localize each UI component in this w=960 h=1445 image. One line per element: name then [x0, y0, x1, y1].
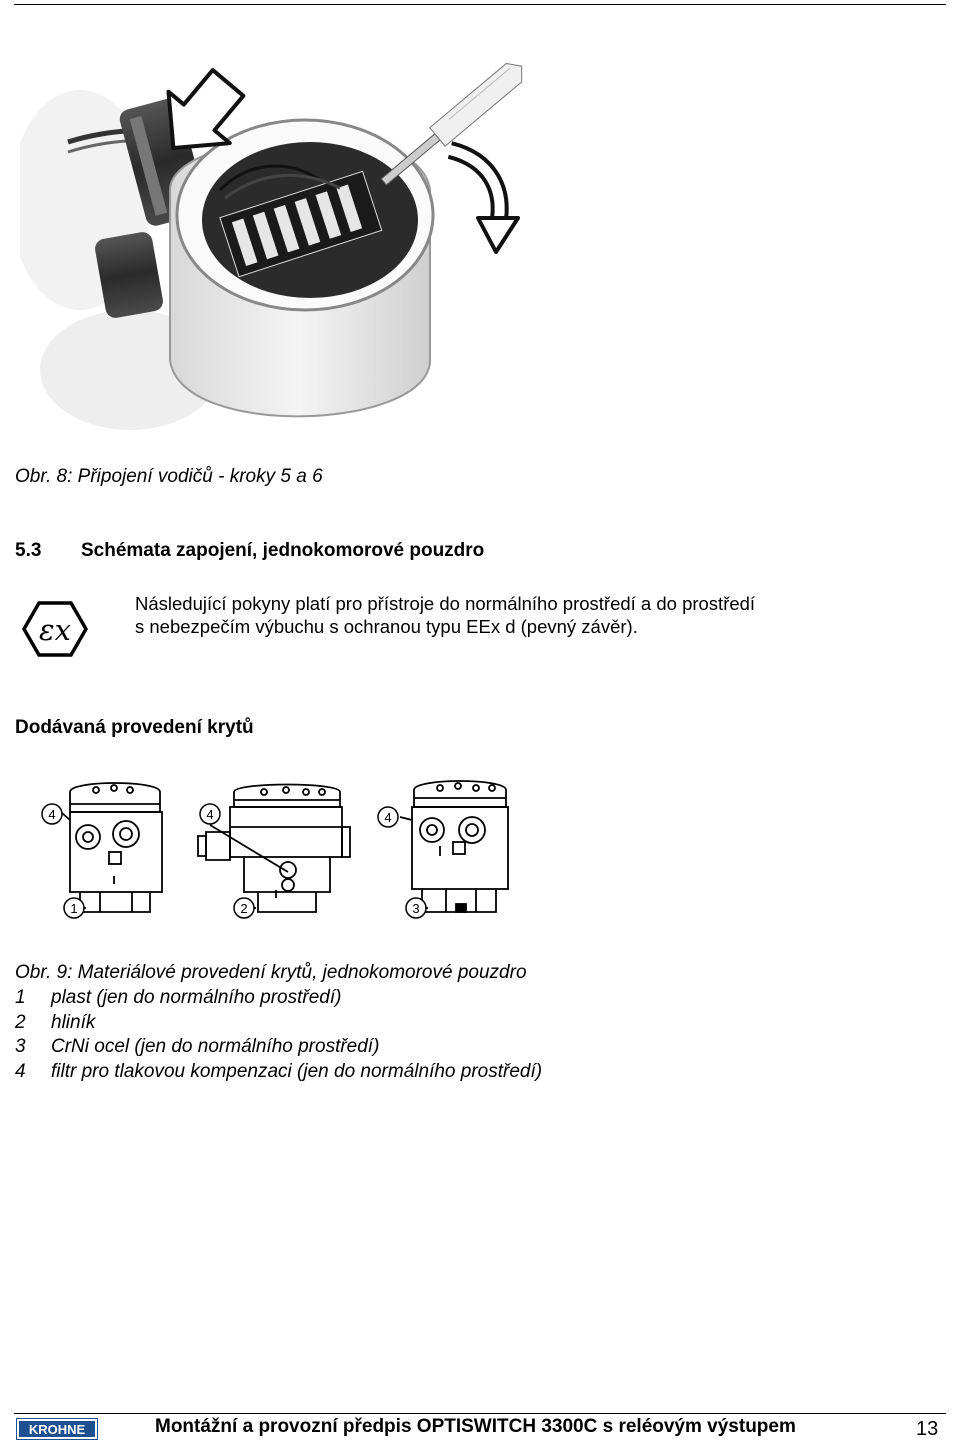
callout-2: 2: [240, 901, 248, 916]
figure-9-block: [15, 961, 542, 1085]
housing-stainless: [400, 781, 508, 912]
housing-aluminium: [198, 785, 350, 913]
legend-text: hliník: [51, 1011, 96, 1033]
legend-item: [15, 1060, 542, 1085]
krohne-logo: [16, 1418, 98, 1440]
callout-1: 1: [70, 901, 78, 916]
intro-line-2: s nebezpečím výbuchu s ochranou typu EEx d (pevný závěr).: [135, 616, 638, 637]
callout-4c: 4: [384, 810, 392, 825]
top-rule: [14, 4, 946, 5]
legend-number: 3: [15, 1036, 26, 1058]
krohne-logo-text: KROHNE: [28, 1422, 86, 1437]
wiring-photo: [20, 40, 540, 445]
page-number: 13: [916, 1418, 939, 1440]
callout-4b: 4: [206, 807, 214, 822]
section-title: Schémata zapojení, jednokomorové pouzdro: [81, 540, 485, 561]
legend-number: 4: [15, 1061, 26, 1083]
legend-item: [15, 1011, 542, 1036]
legend-text: plast (jen do normálního prostředí): [51, 986, 342, 1008]
housings-heading: Dodávaná provedení krytů: [15, 717, 254, 738]
section-number: 5.3: [15, 540, 42, 561]
ex-explosion-protection-icon: [22, 600, 88, 658]
callout-3: 3: [412, 901, 420, 916]
intro-line-1: Následující pokyny platí pro přístroje do normálního prostředí a do prostředí: [135, 593, 756, 614]
svg-text:εx: εx: [39, 613, 71, 647]
legend-number: 2: [15, 1011, 26, 1033]
housing-variants-drawing: [30, 772, 530, 932]
legend-item: [15, 1035, 542, 1060]
legend-item: [15, 986, 542, 1011]
legend-text: CrNi ocel (jen do normálního prostředí): [51, 1036, 380, 1058]
legend-number: 1: [15, 986, 26, 1008]
figure-8-caption: Obr. 8: Připojení vodičů - kroky 5 a 6: [15, 466, 323, 487]
figure-9-caption: Obr. 9: Materiálové provedení krytů, jednokomorové pouzdro: [15, 962, 527, 983]
callout-4a: 4: [48, 807, 56, 822]
intro-text: [135, 592, 895, 638]
housing-plastic: [62, 783, 162, 912]
footer-rule: [14, 1413, 946, 1414]
section-heading: [15, 540, 484, 562]
footer-title: Montážní a provozní předpis OPTISWITCH 3300C s reléovým výstupem: [155, 1416, 796, 1437]
legend-text: filtr pro tlakovou kompenzaci (jen do normálního prostředí): [51, 1061, 543, 1083]
